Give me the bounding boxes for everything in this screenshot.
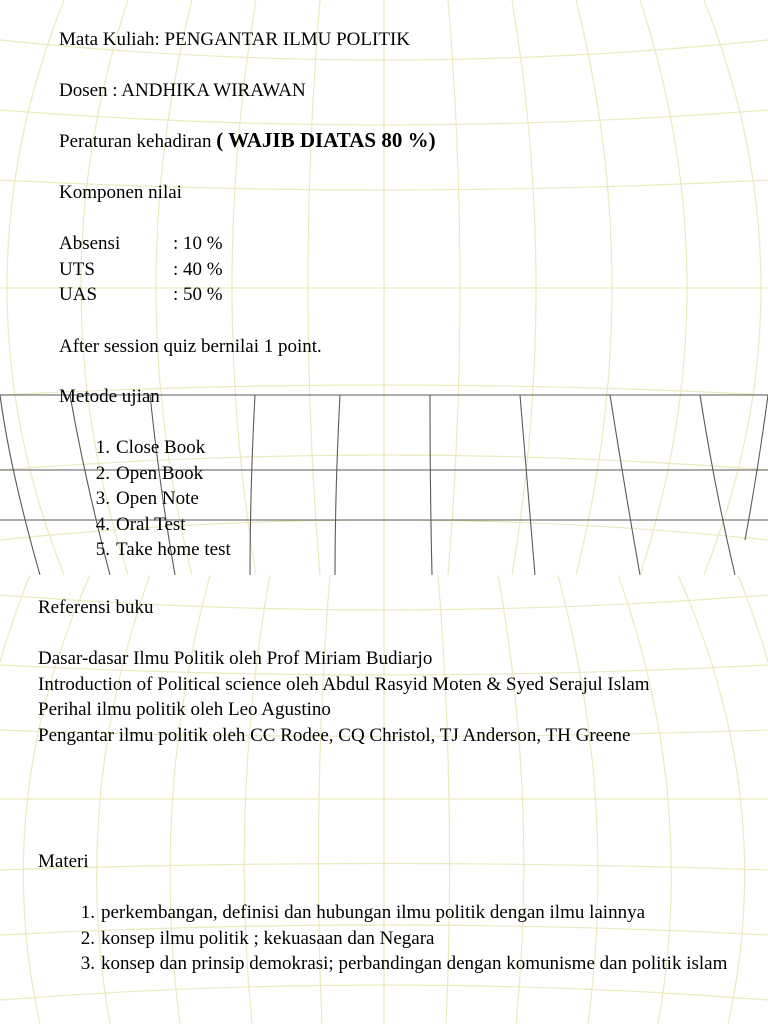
list-number: 1. xyxy=(95,437,110,458)
list-item xyxy=(38,951,728,977)
list-item xyxy=(74,435,231,461)
grade-name: UTS xyxy=(59,258,95,280)
attendance-rule xyxy=(59,128,436,155)
course-title: Mata Kuliah: PENGANTAR ILMU POLITIK xyxy=(59,29,410,50)
slide-2 xyxy=(0,575,768,1024)
grade-value: : 50 % xyxy=(173,284,223,305)
grade-row xyxy=(59,257,223,283)
grade-name: UAS xyxy=(59,284,98,305)
reference-item: Perihal ilmu politik oleh Leo Agustino xyxy=(38,699,331,720)
reference-item: Pengantar ilmu politik oleh CC Rodee, CQ Christol, TJ Anderson, TH Greene xyxy=(38,724,631,746)
list-item xyxy=(74,486,231,512)
reference-item: Dasar-dasar Ilmu Politik oleh Prof Miriam Budiarjo xyxy=(38,648,433,669)
grade-name: Absensi xyxy=(59,233,121,254)
grade-row xyxy=(59,231,223,257)
list-number: 3. xyxy=(80,953,95,974)
list-number: 5. xyxy=(95,539,110,560)
list-text: Oral Test xyxy=(116,513,186,535)
list-item xyxy=(74,537,231,563)
grade-row xyxy=(59,282,223,308)
list-number: 3. xyxy=(95,488,110,509)
attendance-open-paren: ( xyxy=(216,128,229,152)
list-item xyxy=(74,461,231,487)
reference-heading: Referensi buku xyxy=(38,597,154,618)
grade-value: : 10 % xyxy=(173,233,223,254)
reference-item: Introduction of Political science oleh Abdul Rasyid Moten & Syed Serajul Islam xyxy=(38,673,650,695)
list-item xyxy=(38,900,728,926)
list-text: Open Book xyxy=(116,462,204,484)
list-text: konsep dan prinsip demokrasi; perbandingan dengan komunisme dan politik islam xyxy=(101,953,728,974)
quiz-note: After session quiz bernilai 1 point. xyxy=(59,336,322,357)
list-number: 4. xyxy=(95,513,110,535)
grade-components xyxy=(59,231,223,308)
grade-value: : 40 % xyxy=(173,258,223,280)
list-text: Open Note xyxy=(116,488,199,509)
materi-heading: Materi xyxy=(38,851,89,872)
reference-list xyxy=(38,646,728,748)
materi-list xyxy=(38,900,728,977)
attendance-prefix: Peraturan kehadiran xyxy=(59,131,217,152)
list-number: 2. xyxy=(95,462,110,484)
list-item xyxy=(38,926,728,952)
exam-heading: Metode ujian xyxy=(59,386,160,407)
list-text: perkembangan, definisi dan hubungan ilmu politik dengan ilmu lainnya xyxy=(101,902,646,923)
list-text: konsep ilmu politik ; kekuasaan dan Negara xyxy=(101,927,435,949)
attendance-close-paren: ) xyxy=(428,128,436,152)
lecturer: Dosen : ANDHIKA WIRAWAN xyxy=(59,80,306,101)
list-text: Close Book xyxy=(116,437,206,458)
list-number: 1. xyxy=(80,902,95,923)
attendance-requirement: WAJIB DIATAS 80 % xyxy=(228,128,429,152)
list-number: 2. xyxy=(80,927,95,949)
list-text: Take home test xyxy=(116,539,231,560)
list-item xyxy=(74,512,231,538)
grade-heading: Komponen nilai xyxy=(59,182,182,203)
exam-method-list xyxy=(74,435,231,563)
